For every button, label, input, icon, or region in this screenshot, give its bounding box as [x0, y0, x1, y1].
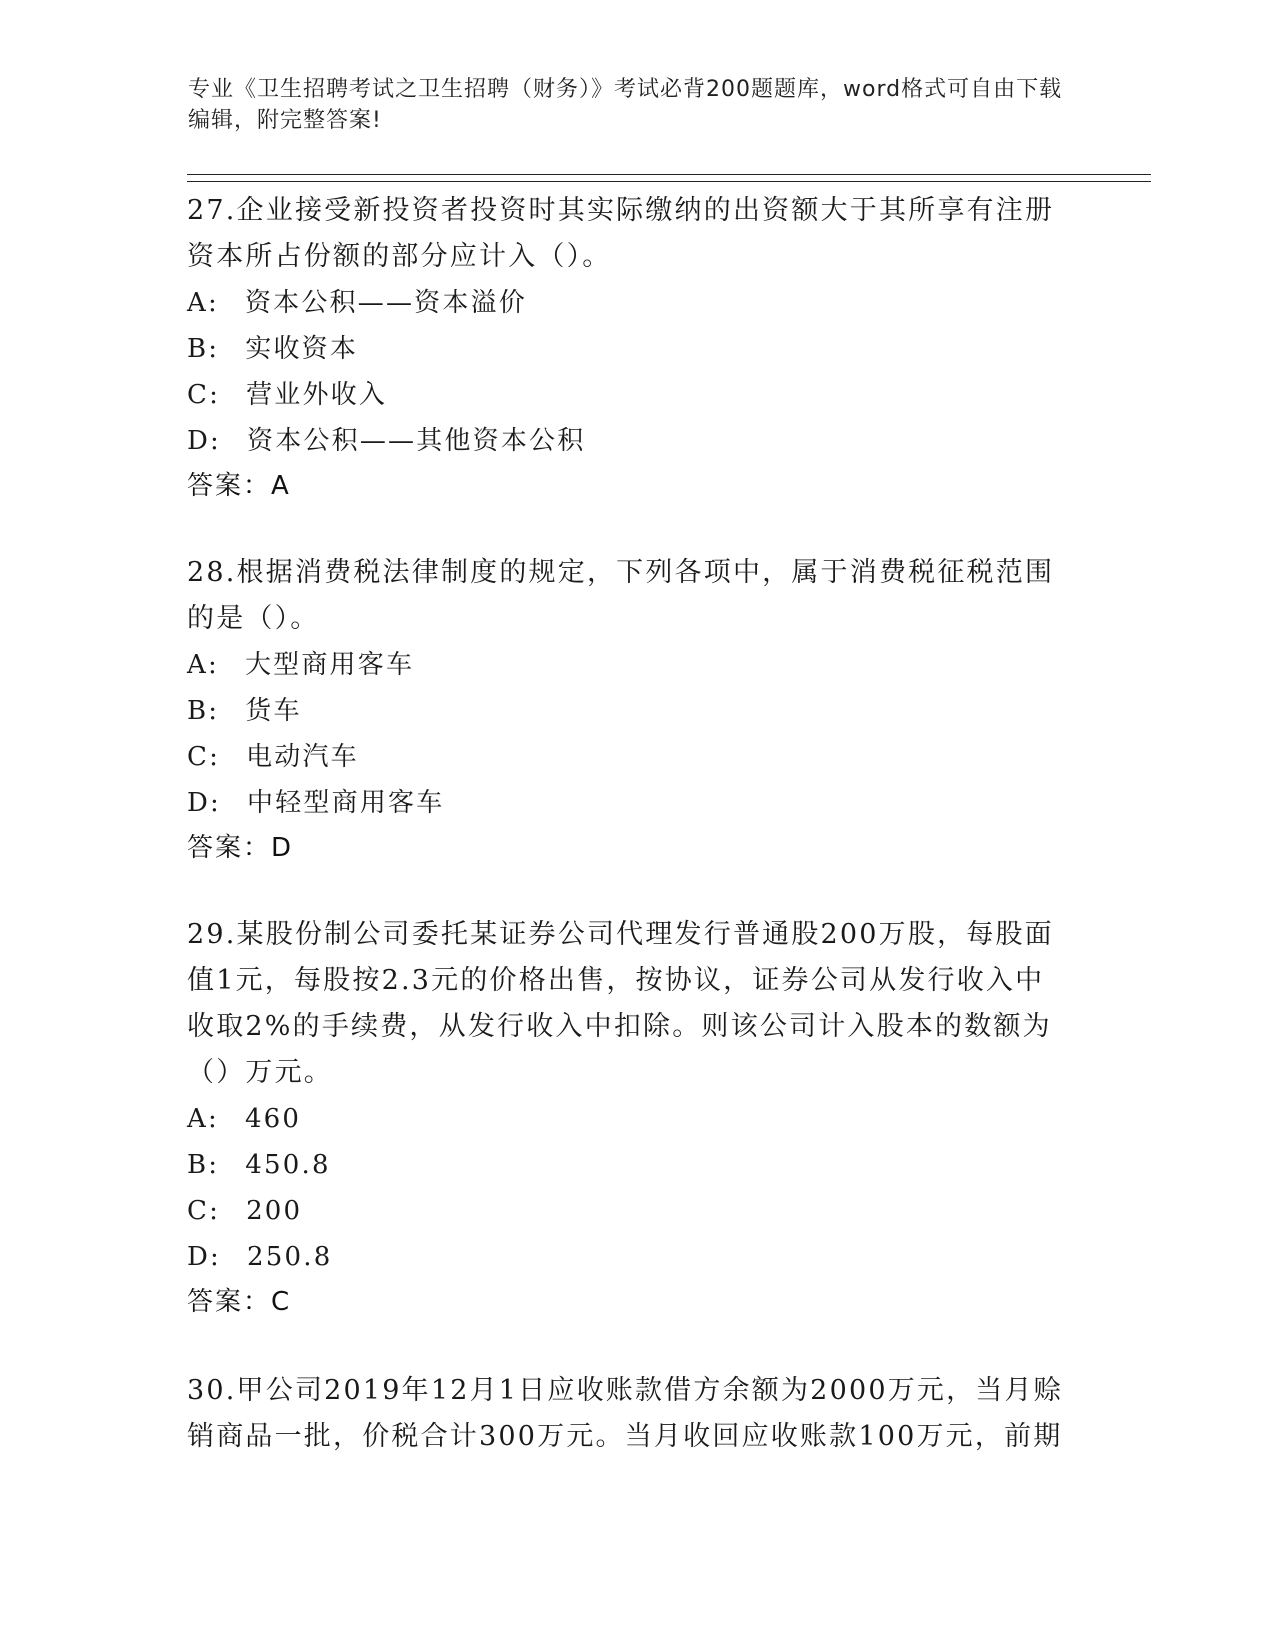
answer-line: [187, 1280, 1067, 1324]
option-text: 货车: [245, 696, 302, 726]
answer-value: D: [271, 833, 292, 863]
option-key: D:: [187, 1242, 222, 1272]
option-key: A:: [187, 1104, 219, 1134]
option-text: 电动汽车: [246, 742, 359, 772]
option-d: [187, 1234, 1067, 1280]
option-text: 460: [244, 1104, 302, 1134]
option-key: C:: [187, 742, 221, 772]
option-key: B:: [187, 696, 220, 726]
option-text: 大型商用客车: [244, 650, 415, 680]
option-c: [187, 1188, 1067, 1234]
header-rule-top: [187, 174, 1151, 175]
option-key: B:: [187, 1150, 220, 1180]
answer-label: 答案：: [187, 471, 272, 501]
option-a: [187, 642, 1067, 688]
option-d: [187, 418, 1067, 464]
header-rule-bottom: [187, 181, 1151, 182]
answer-value: A: [271, 471, 289, 501]
option-key: C:: [187, 380, 221, 410]
question-stem: 29.某股份制公司委托某证券公司代理发行普通股200万股，每股面值1元，每股按2.3元的价格出售，按协议，证券公司从发行收入中收取2%的手续费，从发行收入中扣除。则该公司计入股本的数额为（）万元。: [187, 919, 1054, 1088]
option-b: [187, 1142, 1067, 1188]
question-stem: 28.根据消费税法律制度的规定，下列各项中，属于消费税征税范围的是（）。: [187, 557, 1055, 634]
question-30: [187, 1368, 1067, 1460]
option-key: D:: [187, 426, 222, 456]
option-text: 250.8: [247, 1242, 333, 1272]
option-key: B:: [187, 334, 220, 364]
option-b: [187, 688, 1067, 734]
answer-label: 答案：: [187, 1287, 272, 1317]
option-text: 资本公积——资本溢价: [244, 288, 527, 318]
option-text: 实收资本: [245, 334, 359, 364]
question-27: [187, 188, 1067, 508]
option-key: A:: [187, 288, 219, 318]
option-b: [187, 326, 1067, 372]
answer-line: [187, 464, 1067, 508]
option-key: C:: [187, 1196, 221, 1226]
answer-value: C: [271, 1287, 290, 1317]
document-header: 专业《卫生招聘考试之卫生招聘（财务）》考试必背200题题库，word格式可自由下载编辑，附完整答案!: [188, 77, 1063, 133]
option-key: A:: [187, 650, 219, 680]
question-28: [187, 550, 1067, 870]
question-stem: 30.甲公司2019年12月1日应收账款借方余额为2000万元，当月赊销商品一批，价税合计300万元。当月收回应收账款100万元，前期: [187, 1375, 1063, 1452]
option-a: [187, 280, 1067, 326]
option-text: 450.8: [245, 1150, 331, 1180]
question-stem: 27.企业接受新投资者投资时其实际缴纳的出资额大于其所享有注册资本所占份额的部分应计入（）。: [187, 195, 1055, 272]
option-text: 营业外收入: [246, 380, 388, 410]
question-29: [187, 912, 1067, 1324]
option-text: 200: [246, 1196, 303, 1226]
option-c: [187, 734, 1067, 780]
option-d: [187, 780, 1067, 826]
option-a: [187, 1096, 1067, 1142]
option-text: 资本公积——其他资本公积: [247, 426, 586, 456]
answer-line: [187, 826, 1067, 870]
option-text: 中轻型商用客车: [247, 788, 445, 818]
option-key: D:: [187, 788, 222, 818]
answer-label: 答案：: [187, 833, 272, 863]
option-c: [187, 372, 1067, 418]
